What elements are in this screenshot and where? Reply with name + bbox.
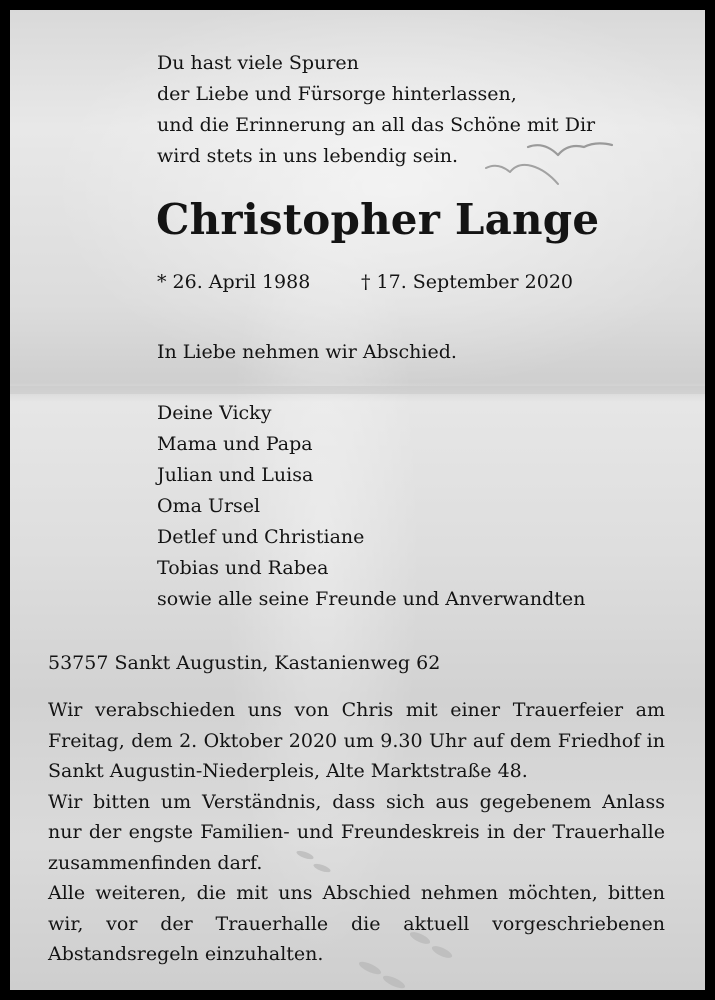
- farewell-line: In Liebe nehmen wir Abschied.: [157, 341, 457, 363]
- obituary-card: [10, 10, 705, 990]
- mourner: Tobias und Rabea: [157, 557, 329, 579]
- intro-poem: [157, 48, 595, 172]
- horizon: [10, 386, 705, 394]
- poem-line: Du hast viele Spuren: [157, 52, 359, 74]
- birth-date: * 26. April 1988: [157, 271, 311, 293]
- funeral-notice: [48, 695, 665, 970]
- mourner: Mama und Papa: [157, 433, 313, 455]
- poem-line: der Liebe und Fürsorge hinterlassen,: [157, 83, 517, 105]
- mourner: Oma Ursel: [157, 495, 261, 517]
- notice-paragraph: Wir bitten um Verständnis, dass sich aus gegebenem Anlass nur der engste Familien- und Freundeskreis in der Trauerhalle zusammenfinden darf.: [48, 790, 665, 874]
- notice-paragraph: Alle weiteren, die mit uns Abschied nehmen möchten, bitten wir, vor der Trauerhalle die aktuell vorgeschriebenen Abstandsregeln einzuhalten.: [48, 882, 665, 965]
- poem-line: und die Erinnerung an all das Schöne mit Dir: [157, 114, 596, 136]
- poem-line: wird stets in uns lebendig sein.: [157, 145, 459, 167]
- mourner: Julian und Luisa: [157, 464, 314, 486]
- death-date: † 17. September 2020: [361, 271, 573, 293]
- mourner: sowie alle seine Freunde und Anverwandten: [157, 588, 586, 610]
- mourner: Deine Vicky: [157, 402, 272, 424]
- mourners-list: [157, 398, 585, 615]
- notice-paragraph: Wir verabschieden uns von Chris mit einer Trauerfeier am Freitag, dem 2. Oktober 2020 um 9.30 Uhr auf dem Friedhof in Sankt Augustin-Niederpleis, Alte Marktstraße 48.: [48, 699, 665, 782]
- address: 53757 Sankt Augustin, Kastanienweg 62: [48, 652, 441, 674]
- deceased-name: Christopher Lange: [156, 195, 600, 244]
- mourner: Detlef und Christiane: [157, 526, 365, 548]
